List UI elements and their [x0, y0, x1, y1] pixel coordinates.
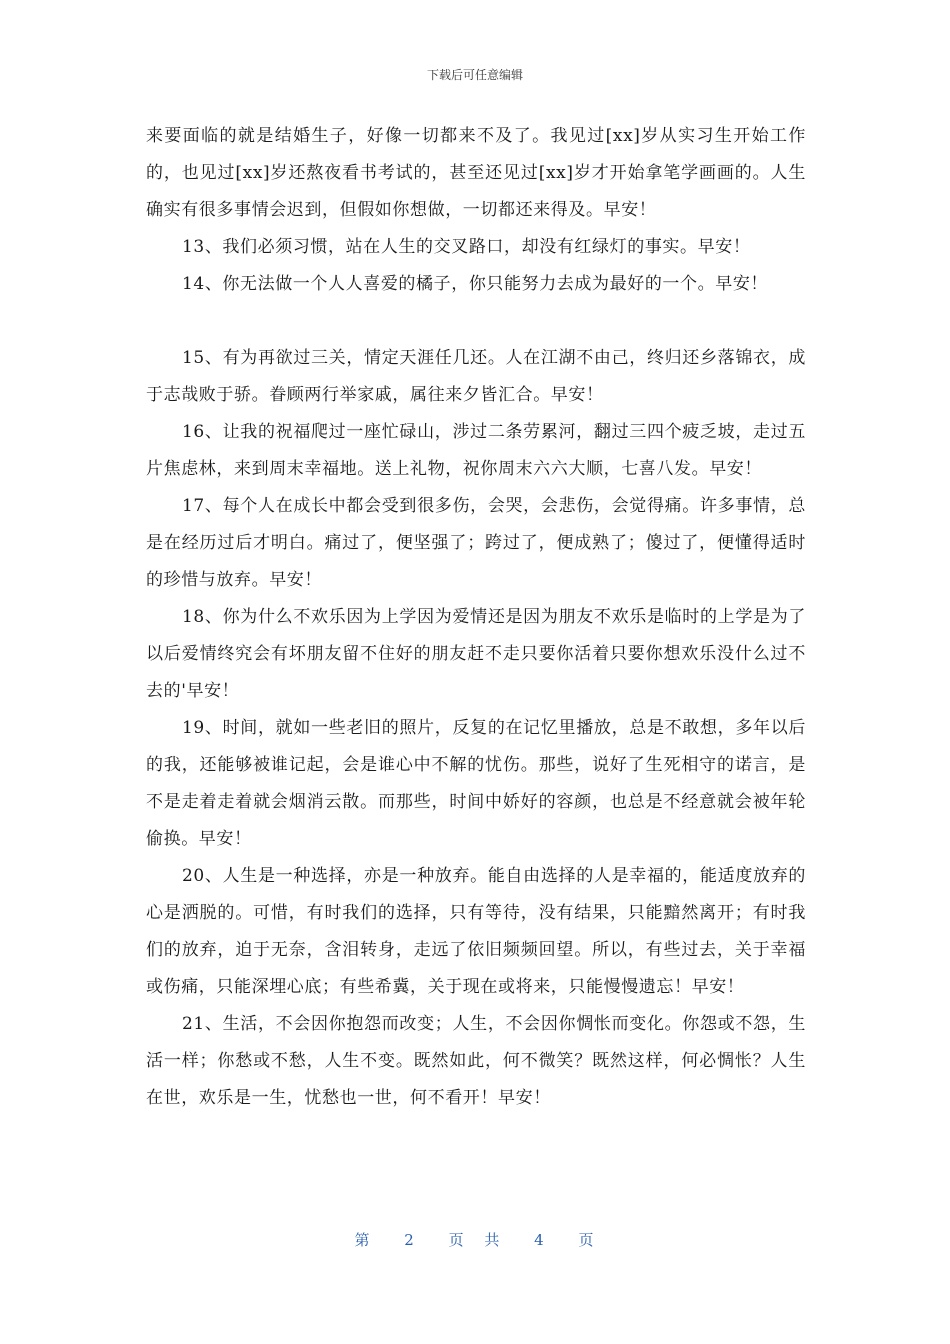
paragraph-14: 14、你无法做一个人人喜爱的橘子，你只能努力去成为最好的一个。早安！: [182, 274, 769, 294]
paragraph-16: 16、让我的祝福爬过一座忙碌山，涉过二条劳累河，翻过三四个疲乏坡，走过五片焦虑林，来到周末幸福地。送上礼物，祝你周末六六大顺，七喜八发。早安！: [146, 422, 806, 479]
page-header: 下载后可任意编辑: [426, 68, 523, 82]
paragraph-15: 15、有为再欲过三关，情定天涯任几还。人在江湖不由己，终归还乡落锦衣，成于志哉败于骄。眷顾两行举家戚，属往来夕皆汇合。早安！: [146, 348, 806, 405]
document-body: [146, 118, 806, 1117]
paragraph-19: 19、时间，就如一些老旧的照片，反复的在记忆里播放，总是不敢想，多年以后的我，还能够被谁记起，会是谁心中不解的忧伤。那些，说好了生死相守的诺言，是不是走着走着就会烟消云散。而那些，时间中娇好的容颜，也总是不经意就会被年轮偷换。早安！: [146, 718, 806, 849]
footer-page-number: 2: [404, 1231, 416, 1249]
paragraph-13: 13、我们必须习惯，站在人生的交叉路口，却没有红绿灯的事实。早安！: [182, 237, 751, 257]
footer-page-mid: 页 共: [448, 1231, 502, 1249]
paragraph-gap: [146, 303, 806, 340]
paragraph-21: 21、生活，不会因你抱怨而改变；人生，不会因你惆怅而变化。你怨或不怨，生活一样；你愁或不愁，人生不变。既然如此，何不微笑？既然这样，何必惆怅？人生在世，欢乐是一生，忧愁也一世，何不看开！早安！: [146, 1014, 806, 1108]
paragraph-17: 17、每个人在成长中都会受到很多伤，会哭，会悲伤，会觉得痛。许多事情，总是在经历过后才明白。痛过了，便坚强了；跨过了，便成熟了；傻过了，便懂得适时的珍惜与放弃。早安！: [146, 496, 806, 590]
footer-page-total: 4: [534, 1231, 546, 1249]
paragraph-20: 20、人生是一种选择，亦是一种放弃。能自由选择的人是幸福的，能适度放弃的心是洒脱的。可惜，有时我们的选择，只有等待，没有结果，只能黯然离开；有时我们的放弃，迫于无奈，含泪转身，走远了依旧频频回望。所以，有些过去，关于幸福或伤痛，只能深埋心底；有些希冀，关于现在或将来，只能慢慢遗忘！早安！: [146, 866, 806, 997]
paragraph-18: 18、你为什么不欢乐因为上学因为爱情还是因为朋友不欢乐是临时的上学是为了以后爱情终究会有坏朋友留不住好的朋友赶不走只要你活着只要你想欢乐没什么过不去的'早安！: [146, 607, 806, 701]
footer-page-word: 第: [354, 1231, 372, 1249]
page-footer: [0, 1229, 950, 1250]
footer-page-end: 页: [578, 1231, 596, 1249]
paragraph-12-continued: 来要面临的就是结婚生子，好像一切都来不及了。我见过[xx]岁从实习生开始工作的，也见过[xx]岁还熬夜看书考试的，甚至还见过[xx]岁才开始拿笔学画画的。人生确实有很多事情会迟到，但假如你想做，一切都还来得及。早安！: [146, 126, 806, 220]
